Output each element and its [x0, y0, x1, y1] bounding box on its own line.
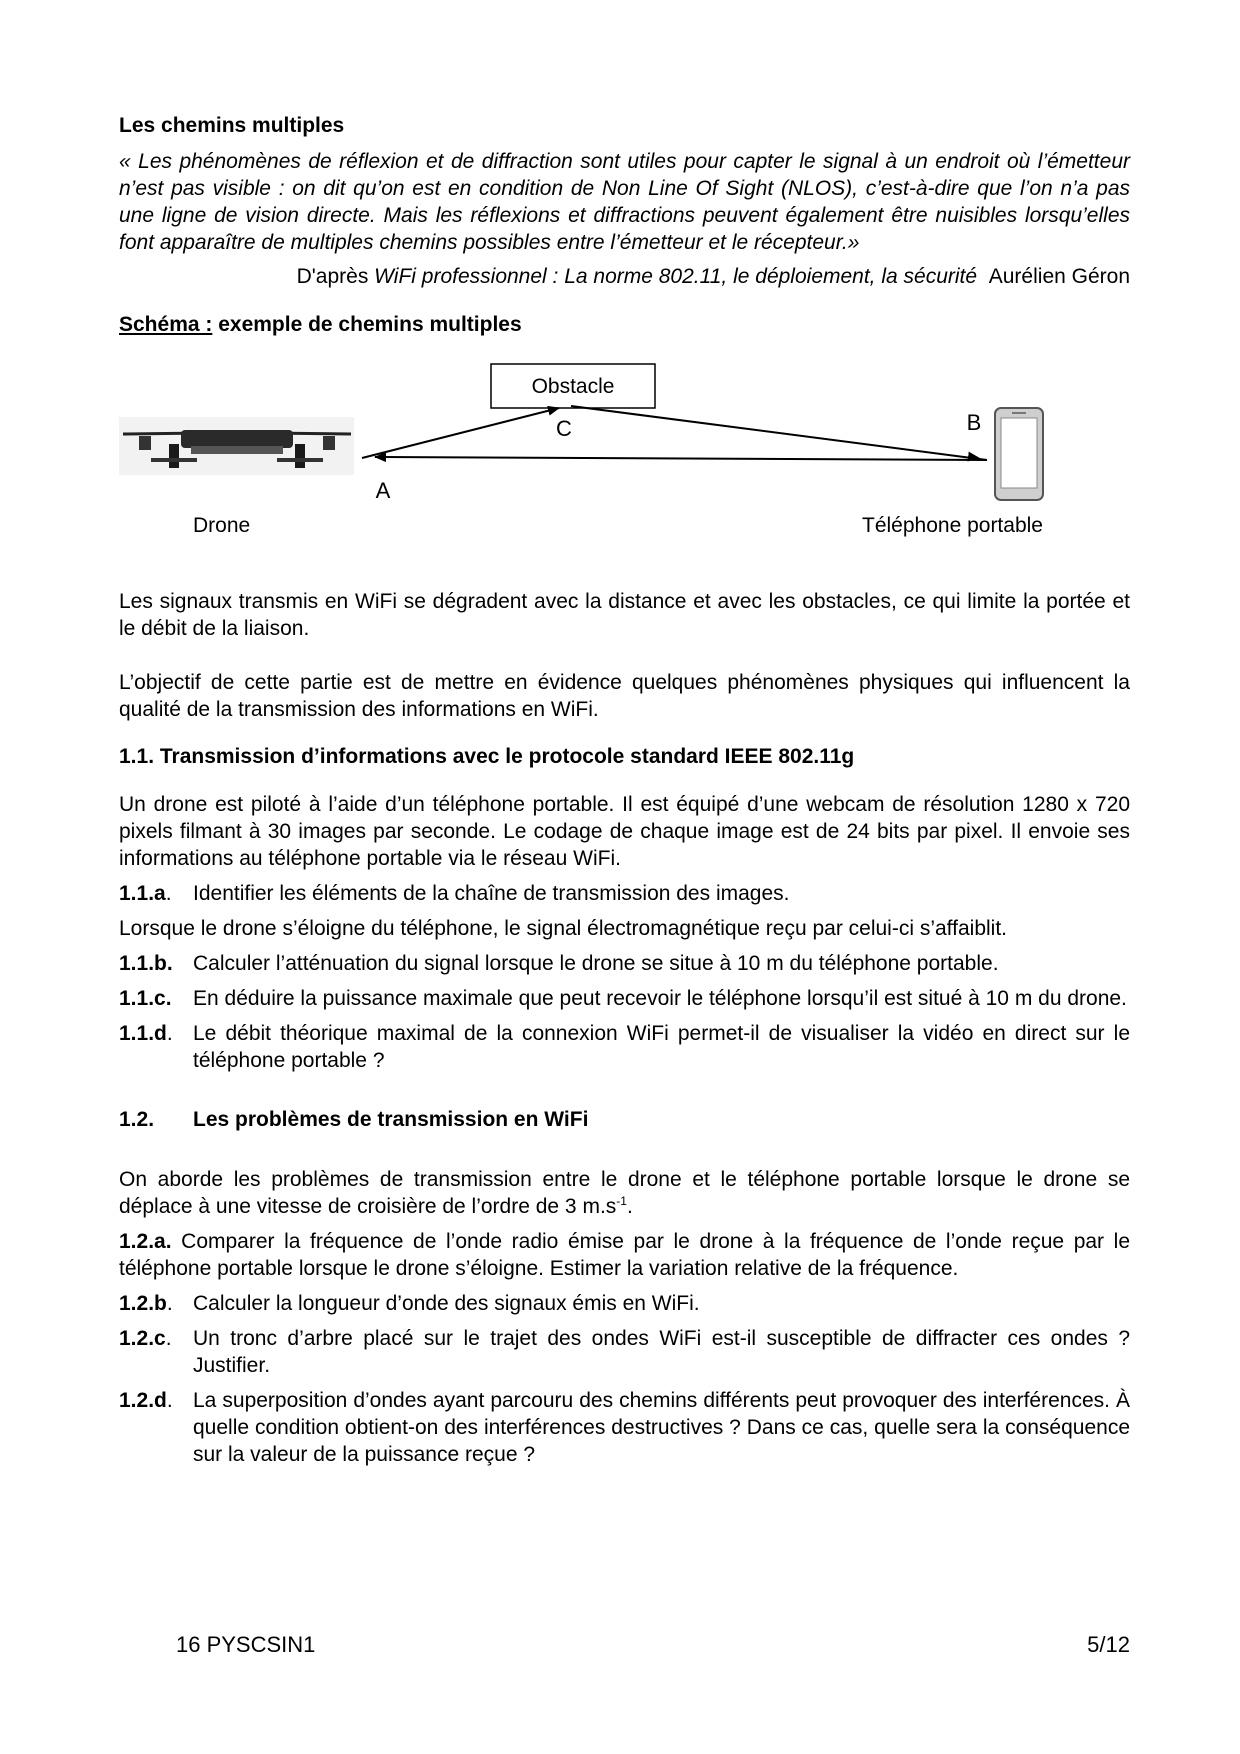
paragraph-objective: L’objectif de cette partie est de mettre en évidence quelques phénomènes physiques qui influencent la qualité de la transmission des informations en WiFi.: [119, 671, 1130, 721]
schema-heading: [119, 311, 1130, 338]
section-1-1-title: 1.1. Transmission d’informations avec le protocole standard IEEE 802.11g: [119, 745, 855, 768]
question-number: 1.1.d.: [119, 1022, 173, 1045]
question-1-2-b: [119, 1290, 1130, 1317]
phone-icon: [995, 408, 1043, 500]
schema-heading-rest: exemple de chemins multiples: [212, 313, 522, 336]
section-1-2-intro: On aborde les problèmes de transmission entre le drone et le téléphone portable lorsque le drone se déplace à une vitesse de croisière de l’ordre de 3 $m.s^{-1}$.: [119, 1168, 1130, 1218]
question-text: La superposition d’ondes ayant parcouru des chemins différents peut provoquer des interférences. À quelle condition obtient-on des interférences destructives ? Dans ce cas, quelle sera la conséquence sur la valeur de la puissance reçue ?: [193, 1389, 1130, 1466]
section-number: 1.2.: [119, 1108, 155, 1131]
ray-a-to-c: [362, 408, 559, 458]
point-b-label: B: [966, 410, 982, 435]
question-number: 1.2.d.: [119, 1389, 173, 1412]
question-text: Identifier les éléments de la chaîne de transmission des images.: [193, 882, 790, 905]
ray-c-to-b: [571, 406, 987, 460]
question-1-1-a: [119, 880, 1130, 907]
question-number: 1.2.c.: [119, 1327, 172, 1350]
obstacle-label: Obstacle: [531, 375, 615, 398]
quote: « Les phénomènes de réflexion et de diffraction sont utiles pour capter le signal à un endroit où l’émetteur n’est pas visible : on dit qu’on est en condition de Non Line Of Sight (NLOS), c’est-à-dire que l’on n’a pas une ligne de vision directe. Mais les réflexions et diffractions peuvent également être nuisibles lorsqu’elles font apparaître de multiples chemins possibles entre l’émetteur et le récepteur.»: [119, 150, 1130, 254]
source-prefix: D'après: [296, 265, 375, 288]
point-c-label: C: [556, 416, 572, 441]
question-1-1-b: [119, 950, 1130, 977]
question-1-2-a: [119, 1228, 1130, 1282]
point-a-label: A: [375, 478, 391, 503]
section-title-text: Les problèmes de transmission en WiFi: [193, 1108, 589, 1131]
question-1-2-c: [119, 1325, 1130, 1379]
question-text: Calculer l’atténuation du signal lorsque le drone se situe à 10 m du téléphone portable.: [193, 952, 999, 975]
question-number: 1.2.a.: [119, 1230, 172, 1253]
question-1-1-d: [119, 1020, 1130, 1074]
question-text: En déduire la puissance maximale que peut recevoir le téléphone lorsqu’il est situé à 10 m du drone.: [193, 987, 1127, 1010]
source-title: WiFi professionnel : La norme 802.11, le déploiement, la sécurité: [374, 265, 978, 288]
phone-label: Téléphone portable: [862, 514, 1043, 537]
question-number: 1.1.c.: [119, 987, 172, 1010]
drone-icon: [119, 417, 354, 475]
question-number: 1.1.a.: [119, 882, 172, 905]
section-title: Les chemins multiples: [119, 114, 345, 137]
section-1-1-intro: Un drone est piloté à l’aide d’un téléphone portable. Il est équipé d’une webcam de résolution 1280 x 720 pixels filmant à 30 images par seconde. Le codage de chaque image est de 24 bits par pixel. Il envoie ses informations au téléphone portable via le réseau WiFi.: [119, 793, 1130, 870]
question-text: Comparer la fréquence de l’onde radio émise par le drone à la fréquence de l’onde reçue par le téléphone portable lorsque le drone s’éloigne. Estimer la variation relative de la fréquence.: [119, 1230, 1130, 1280]
multipath-diagram: [119, 348, 1130, 538]
schema-heading-underlined: Schéma :: [119, 313, 213, 336]
question-1-2-d: [119, 1387, 1130, 1468]
footer-code: 16 PYSCSIN1: [176, 1632, 316, 1657]
source-line: [119, 263, 1130, 290]
multipath-figure: [119, 348, 1130, 538]
drone-label: Drone: [193, 514, 251, 537]
question-text: Le débit théorique maximal de la connexion WiFi permet-il de visualiser la vidéo en direct sur le téléphone portable ?: [193, 1022, 1130, 1072]
ray-b-to-a: [375, 457, 987, 460]
section-1-1-between: Lorsque le drone s’éloigne du téléphone, le signal électromagnétique reçu par celui-ci s’affaiblit.: [119, 917, 1007, 940]
question-text: Un tronc d’arbre placé sur le trajet des ondes WiFi est-il susceptible de diffracter ces ondes ? Justifier.: [193, 1327, 1130, 1377]
footer-page-number: 5/12: [1087, 1632, 1130, 1657]
question-text: Calculer la longueur d’onde des signaux émis en WiFi.: [193, 1292, 700, 1315]
source-author: Aurélien Géron: [988, 265, 1130, 288]
question-number: 1.1.b.: [119, 952, 173, 975]
page-body: [119, 112, 1130, 1468]
section-1-2-title: [119, 1106, 1130, 1133]
question-number: 1.2.b.: [119, 1292, 173, 1315]
question-1-1-c: [119, 985, 1130, 1012]
paragraph-degradation: Les signaux transmis en WiFi se dégradent avec la distance et avec les obstacles, ce qui limite la portée et le débit de la liaison.: [119, 590, 1130, 640]
